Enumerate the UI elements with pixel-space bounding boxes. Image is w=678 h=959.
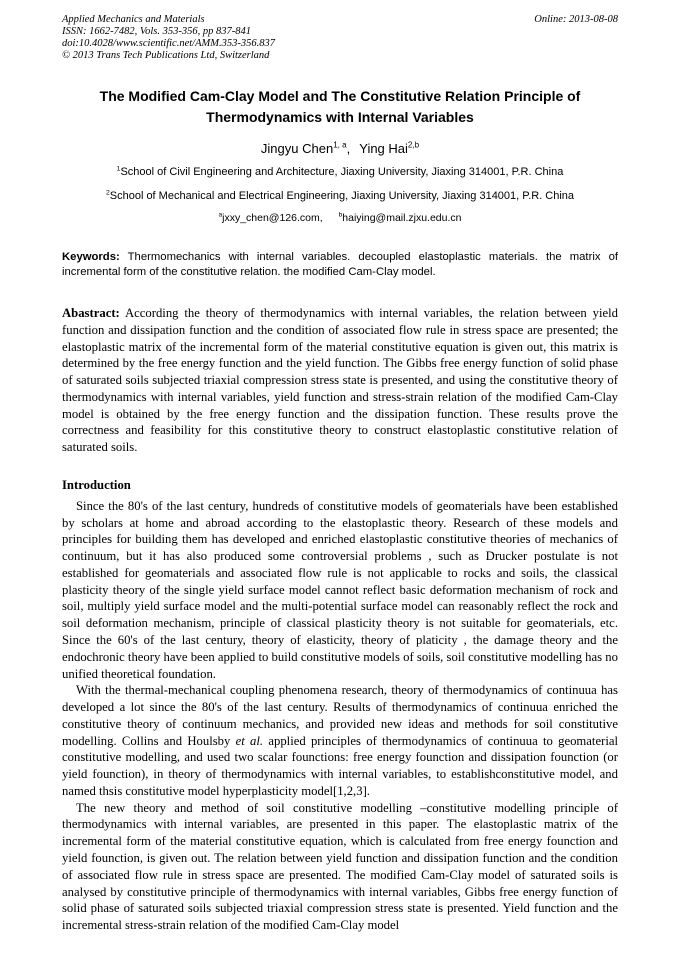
author-1-affil-mark: 1, a xyxy=(333,140,347,150)
intro-paragraph-3: The new theory and method of soil constitutive modelling –constitutive modelling principle of thermodynamics with internal variables, are presented in this paper. The elastoplastic matrix of the incremental form of the material constitutive equation, which is calculated from free energy founction and yield founction, is given out. The relation between yield function and dissipation function and the condition of associated flow rule in stress space are presented. The modified Cam-Clay model of saturated soils is analysed by constitutive principle of thermodynamics with internal variables, Gibbs free energy function of solid phase of saturated soils subjected triaxial compression stress state is presented. Yield function and the incremental stress-strain relation of the modified Cam-Clay model xyxy=(62,800,618,933)
author-2-affil-mark: 2,b xyxy=(407,140,420,150)
email-1-mark: a xyxy=(218,211,223,219)
email-1: jxxy_chen@126.com, xyxy=(222,211,323,224)
keywords-label: Keywords: xyxy=(62,250,120,263)
author-separator: , xyxy=(346,141,351,157)
affiliation-1-text: School of Civil Engineering and Architecture, Jiaxing University, Jiaxing 314001, P.R. China xyxy=(120,166,564,179)
paper-title: The Modified Cam-Clay Model and The Constitutive Relation Principle of Thermodynamics with Internal Variables xyxy=(99,88,581,126)
issn-line: ISSN: 1662-7482, Vols. 353-356, pp 837-841 xyxy=(62,26,251,38)
affiliation-1 xyxy=(62,165,618,179)
abstract-text: According the theory of thermodynamics with internal variables, the relation between yield function and dissipation function and the condition of associated flow rule in stress space are presented; the elastoplastic matrix of the incremental form of the material constitutive equation is given out, this matrix is determined by the free energy function and the yield function. The Gibbs free energy function of solid phase of saturated soils subjected triaxial compression stress state is presented, and using the constitutive theory of thermodynamics with internal variables, yield function and stress-strain relation of the modified Cam-Clay model is obtained by the free energy function and the dissipation function. These results prove the correctness and feasibility for this constitutive theory to construct elastoplastic constitutive relation of saturated soils. xyxy=(62,306,618,455)
author-2-name: Ying Hai xyxy=(359,141,408,157)
affiliation-2 xyxy=(62,189,618,203)
abstract-block xyxy=(62,305,618,456)
doi-line: doi:10.4028/www.scientific.net/AMM.353-356.837 xyxy=(62,38,275,50)
journal-info xyxy=(62,14,275,62)
abstract-label: Abastract: xyxy=(62,306,120,320)
affiliation-1-mark: 1 xyxy=(116,165,121,173)
affiliation-2-text: School of Mechanical and Electrical Engineering, Jiaxing University, Jiaxing 314001, P.R. China xyxy=(109,189,575,202)
affiliation-2-mark: 2 xyxy=(105,188,110,196)
intro-paragraph-2 xyxy=(62,682,618,799)
introduction-heading: Introduction xyxy=(62,477,131,492)
emails-line xyxy=(62,212,618,224)
intro-paragraph-1: Since the 80's of the last century, hundreds of constitutive models of geomaterials have been established by scholars at home and abroad according to the elastoplastic theory. Research of these models and principles for building them has developed and enriched elastoplastic constitutive theories of mechanics of continuum, but it has also produced some controversial problems , such as Drucker postulate is not established for geomaterials and associated flow rule is not applicable to rocks and soils, the classical plasticity theory of the single yield surface model cannot reflect basic deformation mechanism of rock and soil, multiply yield surface model and the multi-potential surface model can reasonably reflect the rock and soil deformation mechanism, principle of classical plasticity theory is not suitable for geomaterials, etc. Since the 60's of the last century, theory of elasticity, theory of platicity , the damage theory and the endochronic theory have been applied to build constitutive models of soils, soil constitutive modelling has no unified theoretical foundation. xyxy=(62,498,618,681)
authors-line xyxy=(62,141,618,156)
keywords-text: Thermomechanics with internal variables. decoupled elastoplastic materials. the matrix of incremental form of the constitutive relation. the modified Cam-Clay model. xyxy=(62,250,618,279)
keywords-block xyxy=(62,250,618,281)
author-1-name: Jingyu Chen xyxy=(260,141,334,157)
journal-header xyxy=(62,14,618,62)
et-al-italic: et al. xyxy=(235,733,264,748)
email-2-mark: b xyxy=(338,211,343,219)
email-2: haiying@mail.zjxu.edu.cn xyxy=(342,211,462,224)
intro-paragraph-2-text: With the thermal-mechanical coupling phenomena research, theory of thermodynamics of continuua has developed a lot since the 80's of the last century. Results of thermodynamics of continuua enriched the constitutive theory of continuum mechanics, and provided new ideas and methods for soil constitutive modelling. Collins and Houlsby xyxy=(62,683,618,748)
intro-paragraph-2-text-cont: applied principles of thermodynamics of continuua to geomaterial constitutive modelling, and used two scalar founctions: free energy founction and dissipation founction (or yield founction), in theory of thermodynamics with internal variables, to establishconstitutive model, and named thsis constitutive model hyperplasticity model[1,2,3]. xyxy=(62,733,618,798)
journal-name: Applied Mechanics and Materials xyxy=(62,14,205,25)
online-date: Online: 2013-08-08 xyxy=(534,14,618,25)
copyright-line: © 2013 Trans Tech Publications Ltd, Switzerland xyxy=(62,50,270,62)
